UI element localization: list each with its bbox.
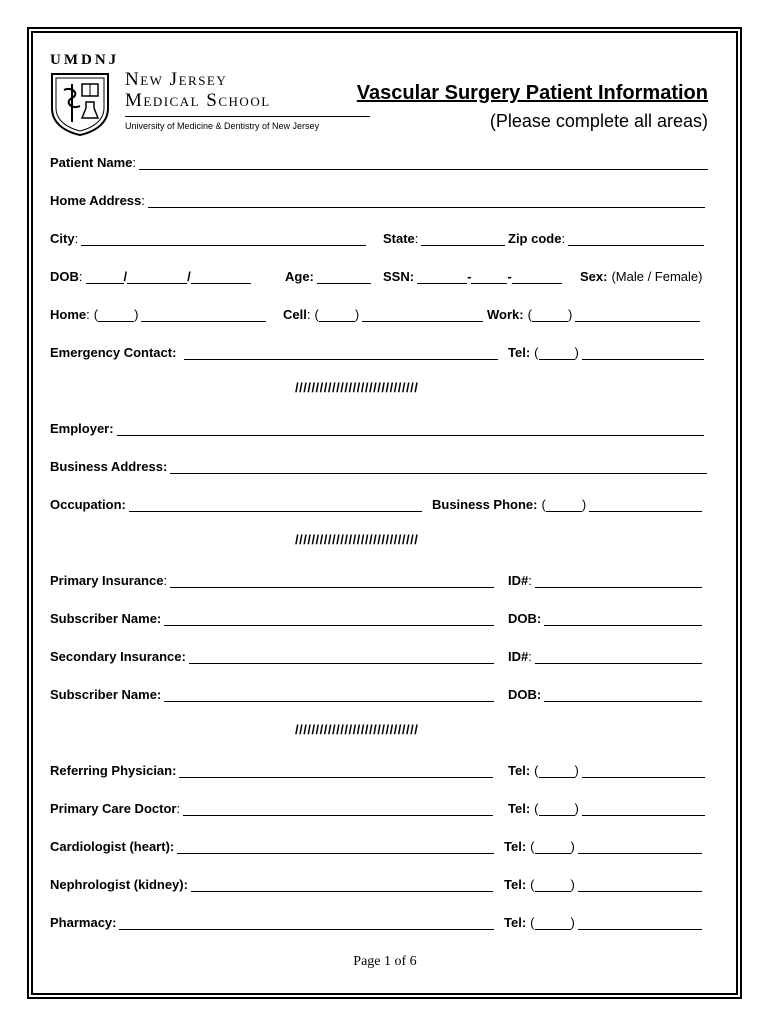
row-pcp [50,798,710,818]
tel-label: Tel: [504,839,527,854]
referring-physician-line[interactable] [179,763,493,778]
cell-number-line[interactable] [362,307,483,322]
pharmacy-area-line[interactable] [535,915,571,930]
nephrologist-line[interactable] [191,877,493,892]
cardiologist-line[interactable] [177,839,494,854]
sex-label: Sex: [580,269,608,284]
business-address-label: Business Address: [50,459,168,474]
logo-umdnj: UMDNJ [50,52,120,68]
business-number-line[interactable] [589,497,702,512]
form-subtitle: (Please complete all areas) [489,111,708,131]
ssn-label: SSN: [383,269,415,284]
dob-month-line[interactable] [86,269,124,284]
occupation-label: Occupation: [50,497,126,512]
nephrologist-field[interactable] [50,874,493,892]
row-nephrologist [50,874,710,894]
subscriber-dob-label: DOB: [508,611,542,626]
zip-line[interactable] [568,231,704,246]
row-emergency [50,342,710,362]
form-title: Vascular Surgery Patient Information [356,82,708,104]
occupation-field[interactable] [50,494,422,512]
section-separator: ////////////////////////////// [295,722,419,737]
subscriber-name-field-2[interactable] [50,684,494,702]
row-occupation [50,494,710,514]
row-dob-age-ssn-sex [50,266,710,286]
pharmacy-line[interactable] [119,915,494,930]
pcp-number-line[interactable] [582,801,705,816]
area-close: ) [570,915,575,930]
referring-physician-field[interactable] [50,760,493,778]
zip-label: Zip code: [508,231,566,246]
referring-physician-label: Referring Physician: [50,763,177,778]
employer-field[interactable] [50,418,704,436]
logo-name [125,69,271,111]
business-address-line[interactable] [170,459,707,474]
logo-line2: Medical School [125,90,271,111]
city-field[interactable] [50,228,366,246]
cardiologist-number-line[interactable] [578,839,702,854]
state-label: State: [383,231,419,246]
nephrologist-area-line[interactable] [535,877,571,892]
ssn-part2-line[interactable] [471,269,507,284]
area-close: ) [567,307,573,322]
row-patient-name [50,152,710,172]
row-primary-insurance [50,570,710,590]
row-business-address [50,456,710,476]
pcp-field[interactable] [50,798,493,816]
row-cardiologist [50,836,710,856]
subscriber-name-line[interactable] [164,611,494,626]
zip-field[interactable] [508,228,704,246]
ssn-separator: - [467,269,472,284]
logo-subtitle: University of Medicine & Dentistry of New Jersey [125,121,320,131]
section-separator: ////////////////////////////// [295,532,419,547]
state-field[interactable] [383,228,505,246]
pharmacy-tel-field[interactable] [504,912,702,930]
home-address-line[interactable] [148,193,705,208]
emergency-contact-label: Emergency Contact: [50,345,177,360]
nephrologist-number-line[interactable] [578,877,702,892]
city-line[interactable] [81,231,366,246]
state-line[interactable] [421,231,505,246]
cardiologist-field[interactable] [50,836,494,854]
work-area-line[interactable] [532,307,568,322]
sex-options[interactable]: (Male / Female) [611,269,703,284]
logo-rule [125,116,370,117]
primary-id-field[interactable] [508,570,702,588]
cardiologist-label: Cardiologist (heart): [50,839,175,854]
area-open: ( [93,307,99,322]
area-open: ( [530,839,535,854]
work-phone-field[interactable] [487,304,700,322]
city-label: City: [50,231,79,246]
work-number-line[interactable] [575,307,700,322]
patient-name-line[interactable] [139,155,708,170]
age-label: Age: [285,269,314,284]
primary-insurance-line[interactable] [170,573,494,588]
area-close: ) [134,307,139,322]
tel-label: Tel: [504,877,527,892]
emergency-contact-line[interactable] [184,345,498,360]
area-close: ) [574,801,579,816]
area-open: ( [534,345,539,360]
work-phone-label: Work: [487,307,524,322]
business-area-line[interactable] [546,497,582,512]
area-close: ) [574,345,579,360]
area-close: ) [354,307,360,322]
secondary-id-field[interactable] [508,646,702,664]
cell-phone-label: Cell: [283,307,311,322]
subscriber-dob-line[interactable] [544,611,702,626]
secondary-id-line[interactable] [535,649,702,664]
tel-label: Tel: [508,345,531,360]
primary-insurance-field[interactable] [50,570,494,588]
ssn-separator: - [507,269,512,284]
row-city-state-zip [50,228,710,248]
cell-phone-field[interactable] [283,304,483,322]
row-home-address [50,190,710,210]
cell-area-line[interactable] [319,307,355,322]
home-phone-field[interactable] [50,304,266,322]
patient-name-field[interactable] [50,152,708,170]
pcp-tel-field[interactable] [508,798,705,816]
pharmacy-field[interactable] [50,912,494,930]
area-open: ( [314,307,319,322]
row-subscriber-1 [50,608,710,628]
subscriber-dob-label: DOB: [508,687,542,702]
row-secondary-insurance [50,646,710,666]
school-logo [50,52,340,138]
home-area-line[interactable] [98,307,134,322]
row-employer [50,418,710,438]
pharmacy-number-line[interactable] [578,915,702,930]
nephrologist-label: Nephrologist (kidney): [50,877,188,892]
referring-tel-field[interactable] [508,760,705,778]
business-phone-field[interactable] [432,494,702,512]
area-open: ( [530,915,535,930]
business-address-field[interactable] [50,456,707,474]
dob-year-line[interactable] [191,269,251,284]
area-close: ) [574,763,579,778]
business-phone-label: Business Phone: [432,497,538,512]
subscriber-dob-line[interactable] [544,687,702,702]
tel-label: Tel: [508,801,531,816]
area-close: ) [581,497,587,512]
subscriber-name-label: Subscriber Name: [50,687,162,702]
area-close: ) [570,877,575,892]
pcp-area-line[interactable] [539,801,575,816]
primary-id-line[interactable] [535,573,702,588]
age-line[interactable] [317,269,371,284]
area-open: ( [541,497,546,512]
pcp-label: Primary Care Doctor: [50,801,181,816]
ssn-part1-line[interactable] [417,269,467,284]
dob-label: DOB: [50,269,83,284]
row-subscriber-2 [50,684,710,704]
ssn-part3-line[interactable] [512,269,562,284]
dob-field[interactable] [50,266,256,284]
subscriber-name-field[interactable] [50,608,494,626]
logo-line1: New Jersey [125,69,228,90]
area-open: ( [534,801,539,816]
row-phones [50,304,710,324]
age-field[interactable] [285,266,371,284]
primary-id-label: ID#: [508,573,532,588]
dob-separator: / [187,269,191,284]
tel-label: Tel: [504,915,527,930]
secondary-id-label: ID#: [508,649,532,664]
section-separator: ////////////////////////////// [295,380,419,395]
area-open: ( [527,307,532,322]
primary-insurance-label: Primary Insurance: [50,573,168,588]
emergency-contact-field[interactable] [50,342,498,360]
emergency-tel-field[interactable] [508,342,704,360]
cardiologist-area-line[interactable] [535,839,571,854]
shield-icon [50,72,110,136]
dob-separator: / [123,269,128,284]
area-open: ( [534,763,539,778]
ssn-field[interactable] [383,266,568,284]
secondary-insurance-label: Secondary Insurance: [50,649,186,664]
occupation-line[interactable] [129,497,422,512]
emergency-number-line[interactable] [582,345,704,360]
row-referring [50,760,710,780]
secondary-insurance-line[interactable] [189,649,494,664]
home-address-label: Home Address: [50,193,145,208]
pharmacy-label: Pharmacy: [50,915,117,930]
subscriber-dob-field[interactable] [508,608,702,626]
page-number: Page 1 of 6 [353,954,417,969]
home-number-line[interactable] [141,307,266,322]
home-phone-label: Home: [50,307,90,322]
referring-area-line[interactable] [539,763,575,778]
employer-label: Employer: [50,421,114,436]
tel-label: Tel: [508,763,531,778]
dob-day-line[interactable] [127,269,187,284]
pcp-line[interactable] [183,801,493,816]
area-close: ) [570,839,575,854]
patient-name-label: Patient Name: [50,155,136,170]
referring-number-line[interactable] [582,763,705,778]
home-address-field[interactable] [50,190,705,208]
nephrologist-tel-field[interactable] [504,874,702,892]
area-open: ( [530,877,535,892]
emergency-area-line[interactable] [539,345,575,360]
subscriber-dob-field-2[interactable] [508,684,702,702]
cardiologist-tel-field[interactable] [504,836,702,854]
row-pharmacy [50,912,710,932]
employer-line[interactable] [117,421,704,436]
secondary-insurance-field[interactable] [50,646,494,664]
subscriber-name-line[interactable] [164,687,494,702]
subscriber-name-label: Subscriber Name: [50,611,162,626]
sex-field[interactable] [580,266,710,284]
